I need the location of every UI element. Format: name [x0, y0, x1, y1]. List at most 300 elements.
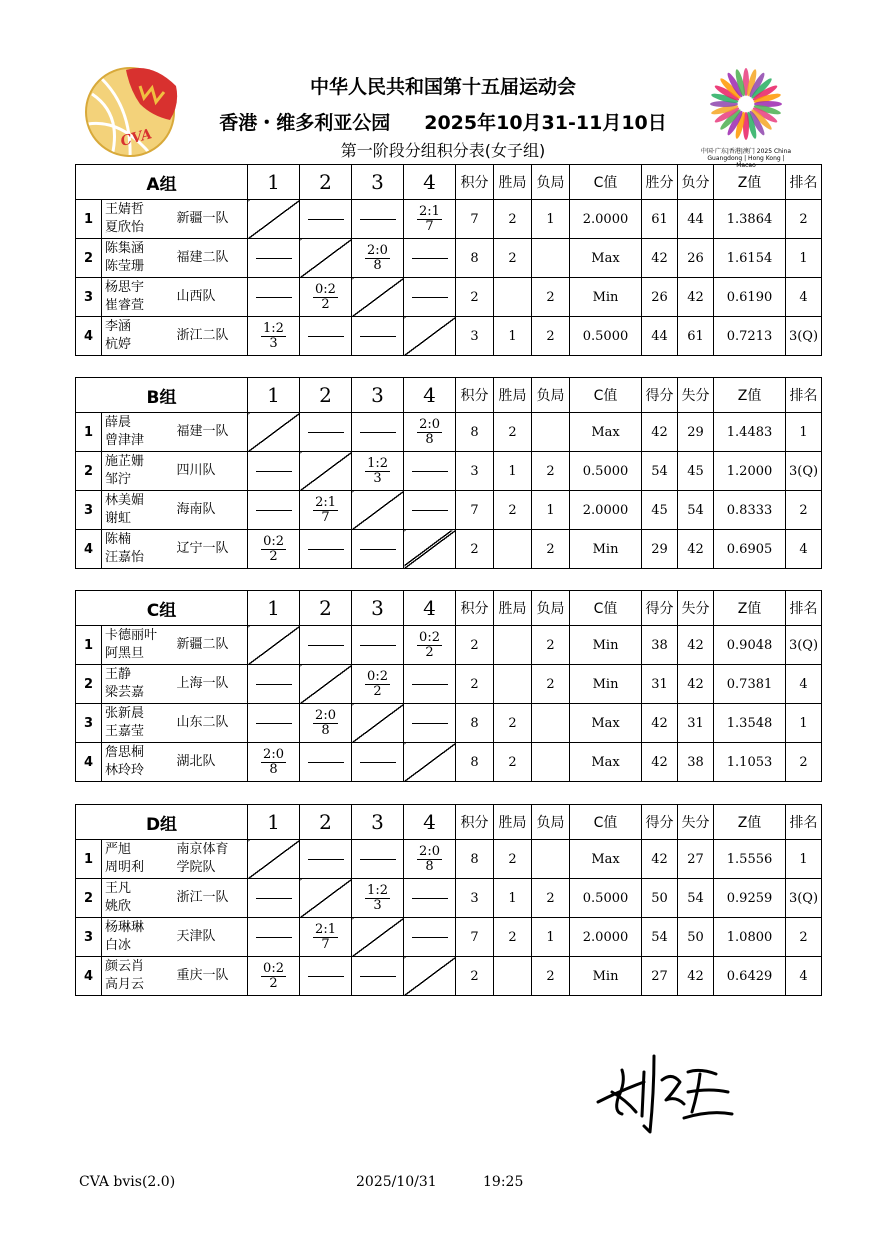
rank: 2: [786, 918, 822, 957]
points-against: 45: [678, 452, 714, 491]
points-for: 50: [642, 879, 678, 918]
unplayed-cell: [248, 239, 300, 278]
points: 3: [456, 879, 494, 918]
unplayed-cell: [404, 452, 456, 491]
rank: 3(Q): [786, 879, 822, 918]
z-value: 0.9259: [714, 879, 786, 918]
player-1: 薛晨: [105, 415, 132, 430]
group-name: C组: [76, 591, 248, 626]
z-value: 0.8333: [714, 491, 786, 530]
self-match-cell: [248, 626, 300, 665]
points-against: 42: [678, 626, 714, 665]
player-names: [102, 491, 177, 530]
points: 2: [456, 626, 494, 665]
dash-mark: [256, 510, 292, 511]
match-score: [417, 845, 442, 874]
player-names: [102, 452, 177, 491]
match-score-cell: [404, 840, 456, 879]
column-header: 1: [248, 165, 300, 200]
column-header: C值: [570, 591, 642, 626]
player-1: 杨琳琳: [105, 920, 145, 935]
row-index: 4: [76, 317, 102, 356]
dash-mark: [308, 432, 344, 433]
unplayed-cell: [248, 665, 300, 704]
player-1: 詹思桐: [105, 745, 145, 760]
unplayed-cell: [404, 918, 456, 957]
page-title: 中华人民共和国第十五届运动会: [309, 76, 576, 98]
set-score: 1:2: [263, 320, 284, 336]
sets-won: 1: [494, 452, 532, 491]
match-score-cell: [248, 957, 300, 996]
rank: 1: [786, 704, 822, 743]
sets-won: 2: [494, 840, 532, 879]
sets-won: [494, 530, 532, 569]
points-against: 54: [678, 879, 714, 918]
rank: 1: [786, 840, 822, 879]
table-row: [76, 879, 822, 918]
rank: 3(Q): [786, 626, 822, 665]
points: 3: [456, 317, 494, 356]
player-2: 梁芸嘉: [105, 685, 145, 700]
set-score: 0:2: [419, 629, 440, 645]
row-index: 3: [76, 918, 102, 957]
column-header: 3: [352, 165, 404, 200]
set-score: 2:0: [419, 416, 440, 432]
dash-mark: [256, 297, 292, 298]
player-names: [102, 530, 177, 569]
points-for: 42: [642, 413, 678, 452]
team-name: [177, 957, 248, 996]
set-score: 2:0: [263, 746, 284, 762]
group-name: B组: [76, 378, 248, 413]
match-points: 8: [425, 858, 434, 874]
z-value: 1.4483: [714, 413, 786, 452]
player-1: 严旭: [105, 842, 132, 857]
rank: 4: [786, 665, 822, 704]
dash-mark: [256, 937, 292, 938]
player-1: 卡德丽叶: [105, 628, 158, 643]
team-name: [177, 200, 248, 239]
column-header: 负局: [532, 591, 570, 626]
rank: 2: [786, 743, 822, 782]
z-value: 1.1053: [714, 743, 786, 782]
row-index: 1: [76, 200, 102, 239]
team-name: [177, 704, 248, 743]
team-name: [177, 491, 248, 530]
sets-lost: 2: [532, 957, 570, 996]
match-points: 7: [321, 936, 330, 952]
unplayed-cell: [352, 530, 404, 569]
column-header: 积分: [456, 165, 494, 200]
column-header: 胜局: [494, 591, 532, 626]
match-points: 2: [373, 683, 382, 699]
z-value: 1.3548: [714, 704, 786, 743]
points-for: 27: [642, 957, 678, 996]
group-table-2: [75, 377, 822, 569]
column-header: 负局: [532, 165, 570, 200]
z-value: 0.7381: [714, 665, 786, 704]
rank: 2: [786, 200, 822, 239]
unplayed-cell: [248, 918, 300, 957]
z-value: 0.6190: [714, 278, 786, 317]
match-points: 2: [269, 548, 278, 564]
match-score-cell: [300, 491, 352, 530]
points-for: 31: [642, 665, 678, 704]
sets-lost: 2: [532, 278, 570, 317]
set-score: 2:1: [315, 921, 336, 937]
points-for: 44: [642, 317, 678, 356]
column-header: 4: [404, 165, 456, 200]
column-header: Z值: [714, 165, 786, 200]
c-value: Min: [570, 530, 642, 569]
team-name-line: 福建二队: [176, 250, 229, 265]
points-against: 54: [678, 491, 714, 530]
table-row: [76, 743, 822, 782]
player-2: 王嘉莹: [105, 724, 145, 739]
row-index: 4: [76, 743, 102, 782]
sets-lost: 2: [532, 317, 570, 356]
column-header: 排名: [786, 805, 822, 840]
sets-lost: 2: [532, 665, 570, 704]
points-against: 61: [678, 317, 714, 356]
column-header: Z值: [714, 591, 786, 626]
match-points: 3: [373, 470, 382, 486]
dash-mark: [308, 762, 344, 763]
z-value: 0.6429: [714, 957, 786, 996]
column-header: 负局: [532, 378, 570, 413]
player-2: 姚欣: [105, 899, 132, 914]
column-header: 胜分: [642, 165, 678, 200]
player-2: 夏欣怡: [105, 220, 145, 235]
player-1: 施芷姗: [105, 454, 145, 469]
c-value: Min: [570, 665, 642, 704]
unplayed-cell: [404, 239, 456, 278]
points: 8: [456, 743, 494, 782]
column-header: 失分: [678, 591, 714, 626]
c-value: Max: [570, 413, 642, 452]
self-match-cell: [248, 200, 300, 239]
match-score-cell: [248, 317, 300, 356]
c-value: Max: [570, 704, 642, 743]
c-value: Max: [570, 840, 642, 879]
points-against: 38: [678, 743, 714, 782]
table-row: [76, 317, 822, 356]
unplayed-cell: [352, 743, 404, 782]
sets-won: 2: [494, 743, 532, 782]
team-name-line: 湖北队: [176, 754, 216, 769]
points-for: 42: [642, 704, 678, 743]
group-name: D组: [76, 805, 248, 840]
points-for: 42: [642, 743, 678, 782]
points-for: 54: [642, 452, 678, 491]
match-points: 7: [321, 509, 330, 525]
match-score: [261, 748, 286, 777]
player-2: 阿黑旦: [105, 646, 145, 661]
z-value: 1.5556: [714, 840, 786, 879]
column-header: 积分: [456, 591, 494, 626]
match-points: 8: [321, 722, 330, 738]
column-header: 积分: [456, 378, 494, 413]
player-names: [102, 704, 177, 743]
player-1: 颜云肖: [105, 959, 145, 974]
column-header: 1: [248, 591, 300, 626]
team-name-line: 浙江二队: [176, 328, 229, 343]
set-score: 2:0: [419, 843, 440, 859]
match-score-cell: [404, 626, 456, 665]
player-1: 王静: [105, 667, 132, 682]
points-against: 42: [678, 665, 714, 704]
c-value: Max: [570, 239, 642, 278]
dash-mark: [308, 336, 344, 337]
team-name: [177, 665, 248, 704]
points-against: 50: [678, 918, 714, 957]
sets-won: [494, 665, 532, 704]
unplayed-cell: [248, 704, 300, 743]
team-name: [177, 743, 248, 782]
column-header: 失分: [678, 378, 714, 413]
table-row: [76, 626, 822, 665]
match-points: 7: [425, 218, 434, 234]
points: 7: [456, 491, 494, 530]
points: 3: [456, 452, 494, 491]
player-2: 汪嘉怡: [105, 550, 145, 565]
column-header: 2: [300, 165, 352, 200]
player-names: [102, 413, 177, 452]
row-index: 3: [76, 704, 102, 743]
player-names: [102, 317, 177, 356]
set-score: 2:1: [419, 203, 440, 219]
table-row: [76, 452, 822, 491]
z-value: 0.9048: [714, 626, 786, 665]
sets-won: [494, 957, 532, 996]
column-header: 1: [248, 378, 300, 413]
dash-mark: [308, 976, 344, 977]
team-name-line: 海南队: [176, 502, 216, 517]
set-score: 2:0: [367, 242, 388, 258]
cva-logo-text: CVA: [118, 126, 154, 150]
sets-won: 2: [494, 413, 532, 452]
team-name-line: 重庆一队: [176, 968, 229, 983]
self-match-cell: [248, 840, 300, 879]
column-header: 失分: [678, 805, 714, 840]
dash-mark: [412, 937, 448, 938]
match-points: 8: [269, 761, 278, 777]
rank: 4: [786, 957, 822, 996]
page-subtitle: 第一阶段分组积分表(女子组): [340, 141, 546, 160]
column-header: 1: [248, 805, 300, 840]
group-name: A组: [76, 165, 248, 200]
self-match-cell: [300, 665, 352, 704]
match-score: [417, 418, 442, 447]
unplayed-cell: [248, 452, 300, 491]
set-score: 0:2: [263, 533, 284, 549]
column-header: 3: [352, 805, 404, 840]
self-match-cell: [404, 317, 456, 356]
sets-lost: 2: [532, 626, 570, 665]
dash-mark: [412, 898, 448, 899]
team-name-line: 天津队: [176, 929, 216, 944]
points-for: 29: [642, 530, 678, 569]
dash-mark: [360, 549, 396, 550]
z-value: 1.0800: [714, 918, 786, 957]
player-names: [102, 918, 177, 957]
footer-version: CVA bvis(2.0): [79, 1174, 176, 1190]
column-header: 4: [404, 805, 456, 840]
team-name-line: 学院队: [176, 860, 216, 875]
points-against: 27: [678, 840, 714, 879]
unplayed-cell: [404, 491, 456, 530]
column-header: 胜局: [494, 165, 532, 200]
table-row: [76, 957, 822, 996]
player-1: 张新晨: [105, 706, 145, 721]
dash-mark: [412, 684, 448, 685]
row-index: 2: [76, 239, 102, 278]
column-header: 排名: [786, 165, 822, 200]
dash-mark: [256, 898, 292, 899]
column-header: 胜局: [494, 805, 532, 840]
points-against: 42: [678, 530, 714, 569]
points: 2: [456, 530, 494, 569]
unplayed-cell: [300, 743, 352, 782]
match-score: [313, 496, 338, 525]
c-value: Min: [570, 278, 642, 317]
group-table-4: [75, 804, 822, 996]
footer-date: 2025/10/31: [356, 1174, 437, 1190]
rank: 1: [786, 239, 822, 278]
team-name: [177, 626, 248, 665]
team-name-line: 福建一队: [176, 424, 229, 439]
match-points: 3: [269, 335, 278, 351]
unplayed-cell: [352, 626, 404, 665]
set-score: 0:2: [367, 668, 388, 684]
points-for: 42: [642, 239, 678, 278]
team-name-line: 南京体育: [176, 842, 229, 857]
row-index: 4: [76, 530, 102, 569]
match-score-cell: [352, 239, 404, 278]
match-score-cell: [300, 278, 352, 317]
match-score: [313, 709, 338, 738]
unplayed-cell: [404, 278, 456, 317]
team-name-line: 上海一队: [176, 676, 229, 691]
dash-mark: [256, 723, 292, 724]
team-name: [177, 918, 248, 957]
dash-mark: [308, 549, 344, 550]
player-names: [102, 200, 177, 239]
table-row: [76, 491, 822, 530]
self-match-cell: [404, 530, 456, 569]
match-points: 8: [373, 257, 382, 273]
match-points: 2: [269, 975, 278, 991]
self-match-cell: [404, 743, 456, 782]
column-header: 得分: [642, 805, 678, 840]
self-match-cell: [300, 239, 352, 278]
z-value: 1.2000: [714, 452, 786, 491]
sets-lost: 2: [532, 530, 570, 569]
self-match-cell: [300, 452, 352, 491]
player-2: 崔睿萱: [105, 298, 145, 313]
table-row: [76, 278, 822, 317]
match-score: [365, 670, 390, 699]
rank: 3(Q): [786, 317, 822, 356]
c-value: 0.5000: [570, 452, 642, 491]
match-score-cell: [300, 918, 352, 957]
c-value: Max: [570, 743, 642, 782]
z-value: 1.3864: [714, 200, 786, 239]
column-header: 4: [404, 378, 456, 413]
unplayed-cell: [300, 957, 352, 996]
unplayed-cell: [300, 840, 352, 879]
column-header: 得分: [642, 591, 678, 626]
self-match-cell: [352, 704, 404, 743]
unplayed-cell: [404, 879, 456, 918]
match-score: [365, 244, 390, 273]
self-match-cell: [352, 278, 404, 317]
column-header: 4: [404, 591, 456, 626]
sets-lost: 2: [532, 452, 570, 491]
c-value: 0.5000: [570, 317, 642, 356]
match-score: [261, 962, 286, 991]
player-1: 杨思宇: [105, 280, 145, 295]
dash-mark: [256, 684, 292, 685]
match-score-cell: [352, 452, 404, 491]
column-header: 3: [352, 591, 404, 626]
points: 2: [456, 957, 494, 996]
team-name: [177, 840, 248, 879]
dash-mark: [308, 219, 344, 220]
match-points: 2: [321, 296, 330, 312]
match-score: [261, 322, 286, 351]
table-row: [76, 413, 822, 452]
row-index: 1: [76, 626, 102, 665]
z-value: 0.6905: [714, 530, 786, 569]
column-header: 2: [300, 378, 352, 413]
games-logo-text: 中国·广东|香港|澳门 2025 China Guangdong | Hong Kong | Macao: [700, 148, 792, 169]
match-score: [417, 631, 442, 660]
points-for: 38: [642, 626, 678, 665]
column-header: Z值: [714, 805, 786, 840]
unplayed-cell: [300, 200, 352, 239]
points-against: 29: [678, 413, 714, 452]
sets-won: 2: [494, 200, 532, 239]
unplayed-cell: [300, 413, 352, 452]
points-against: 42: [678, 278, 714, 317]
footer-time: 19:25: [483, 1174, 524, 1190]
row-index: 3: [76, 491, 102, 530]
row-index: 1: [76, 413, 102, 452]
rank: 4: [786, 530, 822, 569]
column-header: 得分: [642, 378, 678, 413]
player-2: 陈莹珊: [105, 259, 145, 274]
match-score: [365, 884, 390, 913]
dash-mark: [412, 258, 448, 259]
dash-mark: [256, 471, 292, 472]
match-score: [417, 205, 442, 234]
sets-lost: [532, 840, 570, 879]
column-header: 排名: [786, 591, 822, 626]
match-score-cell: [248, 743, 300, 782]
points-against: 42: [678, 957, 714, 996]
unplayed-cell: [352, 840, 404, 879]
unplayed-cell: [352, 200, 404, 239]
player-names: [102, 743, 177, 782]
unplayed-cell: [300, 626, 352, 665]
unplayed-cell: [352, 317, 404, 356]
match-score: [261, 535, 286, 564]
match-score-cell: [300, 704, 352, 743]
match-score-cell: [404, 200, 456, 239]
player-2: 邹泞: [105, 472, 132, 487]
points: 8: [456, 413, 494, 452]
